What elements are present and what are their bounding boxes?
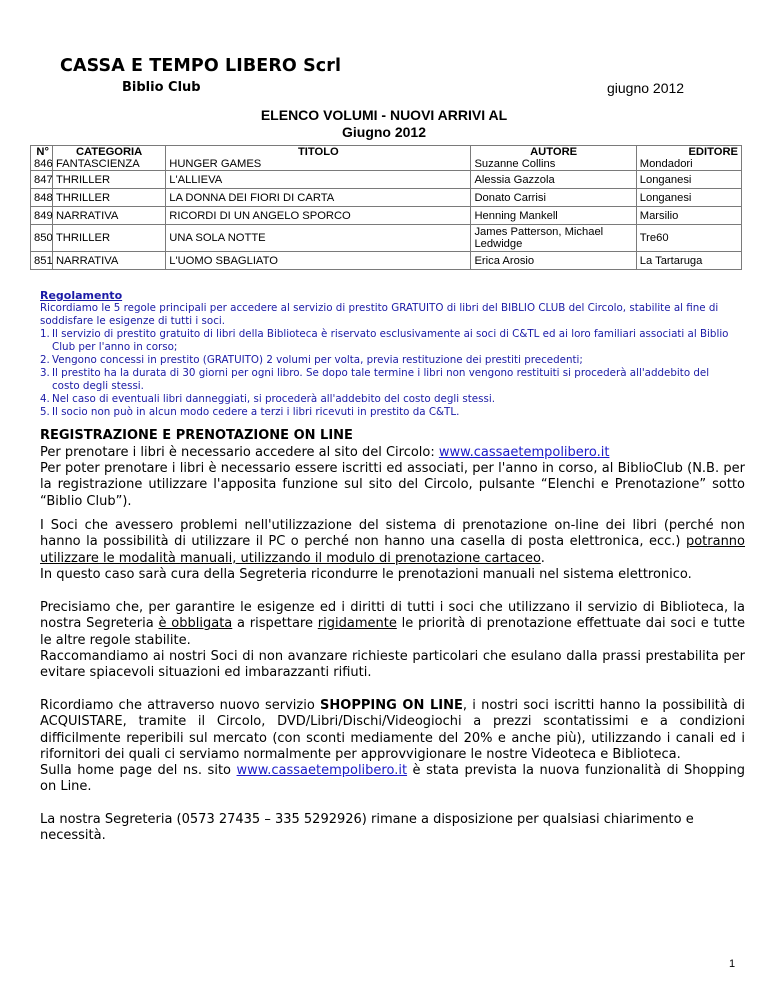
rule-number: 3.	[40, 367, 50, 379]
table-row	[31, 171, 742, 189]
paragraph-text: I Soci che avessero problemi nell'utilizzazione del sistema di prenotazione on-line dei libri (perché non hanno la possibilità di utilizzare il PC o perché non hanno una casella di posta elettronica, ecc.)	[40, 518, 745, 550]
table-row	[31, 207, 742, 225]
paragraph-priority	[40, 600, 745, 649]
rule-number: 4.	[40, 393, 50, 405]
rule-number: 2.	[40, 354, 50, 366]
rule-item	[40, 406, 740, 419]
table-row	[31, 252, 742, 270]
club-name: Biblio Club	[122, 80, 201, 95]
cell-autore: Henning Mankell	[471, 207, 636, 225]
site-link[interactable]: www.cassaetempolibero.it	[438, 445, 610, 460]
paragraph-text: le priorità di prenotazione effettuate dai soci e tutte le altre regole stabilite.	[40, 616, 745, 648]
volumes-table	[30, 145, 742, 270]
underlined-text: rigidamente	[317, 616, 397, 632]
rule-text: Il prestito ha la durata di 30 giorni per ogni libro. Se dopo tale termine i libri non vengono restituiti si procederà all'addebito del costo degli stessi.	[52, 367, 710, 392]
cell-autore: Donato Carrisi	[471, 189, 636, 207]
paragraph-segreteria-note: In questo caso sarà cura della Segreteria ricondurre le prenotazioni manuali nel sistema elettronico.	[40, 567, 692, 582]
cell-titolo: LA DONNA DEI FIORI DI CARTA	[166, 189, 471, 207]
paragraph-text: Precisiamo che, per garantire le esigenze ed i diritti di tutti i soci che utilizzano il servizio di Biblioteca, la nostra Segreteria	[40, 600, 745, 632]
rule-text: Nel caso di eventuali libri danneggiati, si procederà all'addebito del costo degli stessi.	[52, 393, 496, 405]
column-header-editore: EDITORE	[636, 146, 741, 159]
regolamento-intro: Ricordiamo le 5 regole principali per accedere al servizio di prestito GRATUITO di libri del BIBLIO CLUB del Circolo, stabilite al fine di soddisfare le esigenze di tutti i soci.	[40, 302, 719, 327]
rule-item	[40, 328, 740, 354]
paragraph-text: .	[540, 550, 545, 566]
paragraph-homepage	[40, 763, 745, 796]
cell-number: 848	[31, 189, 53, 207]
document-date: giugno 2012	[607, 80, 685, 96]
column-header-categoria: CATEGORIA	[52, 146, 165, 159]
paragraph-contact: La nostra Segreteria (0573 27435 – 335 5292926) rimane a disposizione per qualsiasi chiarimento e necessità.	[40, 812, 694, 844]
cell-categoria: NARRATIVA	[52, 252, 165, 270]
cell-categoria: THRILLER	[52, 171, 165, 189]
rule-item	[40, 393, 740, 406]
rule-number: 1.	[40, 328, 50, 340]
list-title: ELENCO VOLUMI - NUOVI ARRIVI AL	[260, 107, 508, 123]
paragraph-text: Sulla home page del ns. sito	[40, 763, 237, 778]
rule-text: Il socio non può in alcun modo cedere a terzi i libri ricevuti in prestito da C&TL.	[52, 406, 460, 418]
paragraph-text: a rispettare	[232, 616, 318, 632]
rule-number: 5.	[40, 406, 50, 418]
cell-titolo: UNA SOLA NOTTE	[166, 225, 471, 252]
cell-titolo: RICORDI DI UN ANGELO SPORCO	[166, 207, 471, 225]
regolamento-heading: Regolamento	[40, 289, 123, 302]
column-header-titolo: TITOLO	[166, 146, 471, 159]
page-number: 1	[729, 958, 736, 970]
paragraph-requirements: Per poter prenotare i libri è necessario essere iscritti ed associati, per l'anno in corso, al BiblioClub (N.B. per la registrazione utilizzare l'apposita funzione sul sito del Circolo, pulsante “Elenchi e Prenotazione” sotto “Biblio Club”).	[40, 461, 745, 509]
cell-autore: Alessia Gazzola	[471, 171, 636, 189]
rule-item	[40, 367, 740, 393]
underlined-text: è obbligata	[158, 616, 233, 632]
column-header-number: N°	[31, 146, 53, 159]
cell-autore: James Patterson, Michael Ledwidge	[471, 225, 636, 252]
site-link[interactable]: www.cassaetempolibero.it	[236, 763, 408, 778]
cell-categoria: NARRATIVA	[52, 207, 165, 225]
paragraph-text: Ricordiamo che attraverso nuovo servizio	[40, 698, 321, 713]
cell-autore: Suzanne Collins	[471, 158, 636, 171]
column-header-autore: AUTORE	[471, 146, 636, 159]
cell-number: 850	[31, 225, 53, 252]
cell-titolo: HUNGER GAMES	[166, 158, 471, 171]
cell-number: 846	[31, 158, 53, 171]
paragraph-recommendation: Raccomandiamo ai nostri Soci di non avanzare richieste particolari che esulano dalla prassi prestabilita per evitare spiacevoli situazioni ed imbarazzanti rifiuti.	[40, 649, 745, 681]
rule-text: Il servizio di prestito gratuito di libri della Biblioteca è riservato esclusivamente ai soci di C&TL ed ai loro familiari associati al Biblio Club per l'anno in corso;	[52, 328, 729, 353]
rule-item	[40, 354, 740, 367]
paragraph-manual-booking	[40, 518, 745, 567]
cell-categoria: THRILLER	[52, 189, 165, 207]
list-subtitle: Giugno 2012	[341, 124, 427, 140]
cell-titolo: L'UOMO SBAGLIATO	[166, 252, 471, 270]
cell-titolo: L'ALLIEVA	[166, 171, 471, 189]
organization-name: CASSA E TEMPO LIBERO Scrl	[60, 56, 342, 76]
cell-editore: La Tartaruga	[636, 252, 741, 270]
cell-number: 849	[31, 207, 53, 225]
registrazione-heading: REGISTRAZIONE E PRENOTAZIONE ON LINE	[40, 428, 353, 443]
cell-editore: Longanesi	[636, 171, 741, 189]
cell-editore: Mondadori	[636, 158, 741, 171]
shopping-highlight: SHOPPING ON LINE	[320, 698, 463, 713]
paragraph-shopping	[40, 698, 745, 763]
table-row	[31, 225, 742, 252]
cell-number: 847	[31, 171, 53, 189]
cell-editore: Tre60	[636, 225, 741, 252]
paragraph-text: è stata prevista la nuova funzionalità di Shopping on Line.	[40, 763, 745, 795]
paragraph-access	[40, 445, 745, 461]
table-row	[31, 158, 742, 171]
table-header-row	[31, 146, 742, 159]
cell-number: 851	[31, 252, 53, 270]
rule-text: Vengono concessi in prestito (GRATUITO) 2 volumi per volta, previa restituzione dei prestiti precedenti;	[52, 354, 583, 366]
cell-categoria: THRILLER	[52, 225, 165, 252]
underlined-text: potranno utilizzare le modalità manuali, utilizzando il modulo di prenotazione cartaceo	[40, 534, 745, 566]
cell-categoria: FANTASCIENZA	[52, 158, 165, 171]
cell-autore: Erica Arosio	[471, 252, 636, 270]
cell-editore: Longanesi	[636, 189, 741, 207]
paragraph-text: Per prenotare i libri è necessario accedere al sito del Circolo:	[40, 445, 439, 460]
cell-editore: Marsilio	[636, 207, 741, 225]
table-row	[31, 189, 742, 207]
paragraph-text: , i nostri soci iscritti hanno la possibilità di ACQUISTARE, tramite il Circolo, DVD/Libri/Dischi/Videogiochi a prezzi scontatissimi e a condizioni difficilmente reperibili sul mercato (con sconti mediamente del 20% e anche più), utilizzando i canali ed i rifornitori dei quali ci serviamo normalmente per approvvigionare le nostre Videoteca e Biblioteca.	[40, 698, 745, 762]
